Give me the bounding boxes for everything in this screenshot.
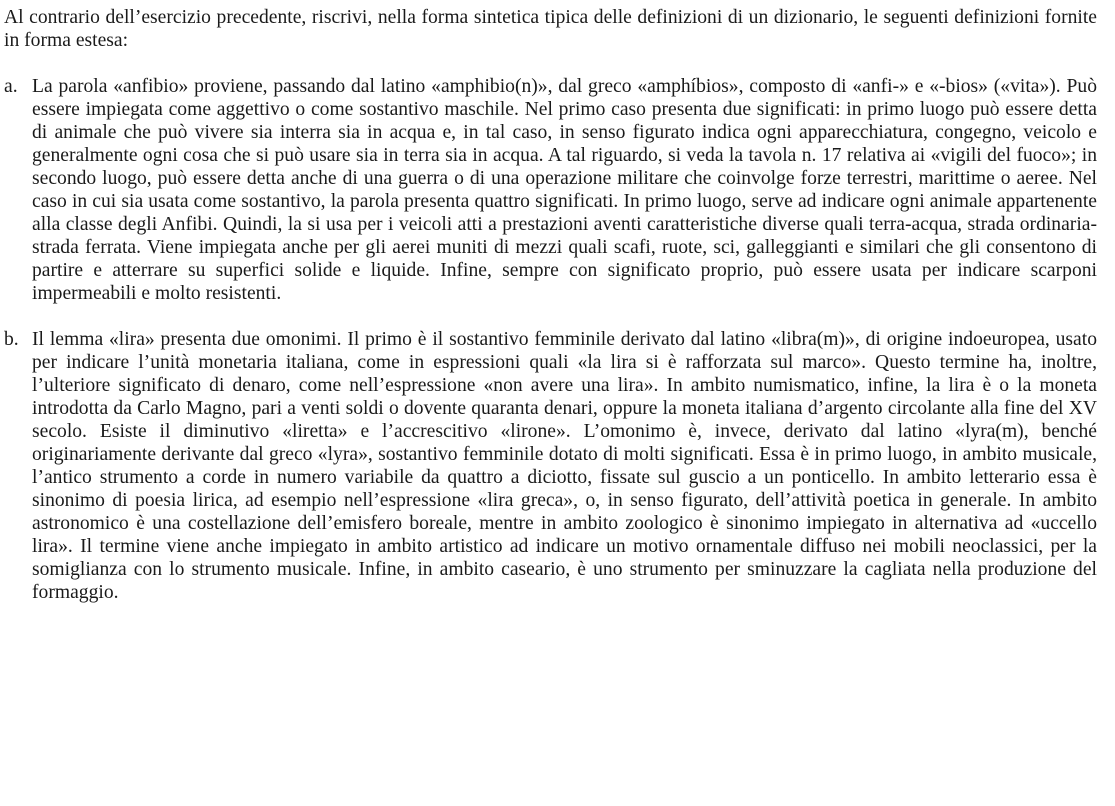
definition-text-lira: Il lemma «lira» presenta due omonimi. Il primo è il sostantivo femminile derivato dal latino «libra(m)», di origine indoeuropea, usato per indicare l’unità monetaria italiana, come in espressioni quali «la lira si è rafforzata sul marco». Questo termine ha, inoltre, l’ulteriore significato di denaro, come nell’espressione «non avere una lira». In ambito numismatico, infine, la lira è o la moneta introdotta da Carlo Magno, pari a venti soldi o dovente quaranta denari, oppure la moneta italiana d’argento circolante alla fine del XV secolo. Esiste il diminutivo «liretta» e l’accrescitivo «lirone». L’omonimo è, invece, derivato dal latino «lyra(m), benché originariamente derivante dal greco «lyra», sostantivo femminile dotato di molti significati. Essa è in primo luogo, in ambito musicale, l’antico strumento a corde in numero variabile da quattro a diciotto, fissate sul guscio a un ponticello. In ambito letterario essa è sinonimo di poesia lirica, ad esempio nell’espressione «lira greca», o, in senso figurato, dell’attività poetica in generale. In ambito astronomico è una costellazione dell’emisfero boreale, mentre in ambito zoologico è sinonimo impiegato in alternativa ad «uccello lira». Il termine viene anche impiegato in ambito artistico ad indicare un motivo ornamentale diffuso nei mobili neoclassici, per la somiglianza con lo strumento musicale. Infine, in ambito caseario, è uno strumento per sminuzzare la cagliata nella produzione del formaggio. — [32, 329, 1097, 603]
definition-item-a — [4, 75, 1097, 305]
exercise-instructions: Al contrario dell’esercizio precedente, riscrivi, nella forma sintetica tipica delle definizioni di un dizionario, le seguenti definizioni fornite in forma estesa: — [4, 7, 1097, 51]
document-page — [4, 6, 1097, 604]
item-marker-a: a. — [4, 76, 18, 97]
item-marker-b: b. — [4, 329, 19, 350]
definition-item-b — [4, 328, 1097, 604]
definition-text-anfibio: La parola «anfibio» proviene, passando dal latino «amphibio(n)», dal greco «amphíbios», composto di «anfi-» e «-bios» («vita»). Può essere impiegata come aggettivo o come sostantivo maschile. Nel primo caso presenta due significati: in primo luogo può essere detta di animale che può vivere sia interra sia in acqua e, in tal caso, in senso figurato indica ogni apparecchiatura, congegno, veicolo e generalmente ogni cosa che si può usare sia in terra sia in acqua. A tal riguardo, si veda la tavola n. 17 relativa ai «vigili del fuoco»; in secondo luogo, può essere detta anche di una guerra o di una operazione militare che coinvolge forze terrestri, marittime o aeree. Nel caso in cui sia usata come sostantivo, la parola presenta quattro significati. In primo luogo, serve ad indicare ogni animale appartenente alla classe degli Anfibi. Quindi, la si usa per i veicoli atti a prestazioni aventi caratteristiche diverse quali terra-acqua, strada ordinaria-strada ferrata. Viene impiegata anche per gli aerei muniti di mezzi quali scafi, ruote, sci, galleggianti e similari che gli consentono di partire e atterrare su superfici solide e liquide. Infine, sempre con significato proprio, può essere usata per indicare scarponi impermeabili e molto resistenti. — [32, 76, 1097, 304]
